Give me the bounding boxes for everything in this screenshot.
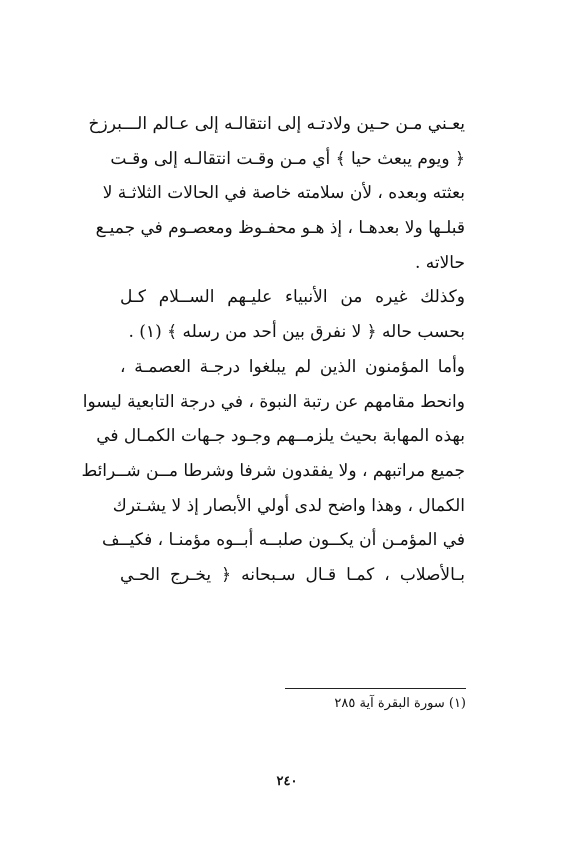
text-line: بحسب حاله ﴿ لا نفرق بين أحد من رسله ﴾ (١) . <box>128 322 465 343</box>
text-line: وأما المؤمنون الذين لم يبلغوا درجـة العصمـة ، <box>120 356 465 377</box>
footnote: (١) سورة البقرة آية ٢٨٥ <box>334 696 466 711</box>
text-line: قبلـها ولا بعدهـا ، إذ هـو محفـوظ ومعصـوم في جميـع <box>95 218 465 239</box>
main-text-block <box>81 107 465 593</box>
page-number: ٢٤٠ <box>276 774 298 789</box>
text-line: وكذلك غيره من الأنبياء عليـهم الســلام كـل <box>120 287 465 308</box>
text-line: بعثته وبعده ، لأن سلامته خاصة في الحالات الثلاثـة لا <box>102 183 465 204</box>
text-line: ﴿ ويوم يبعث حيا ﴾ أي مـن وقـت انتقالـه إلى وقـت <box>110 148 465 169</box>
text-line: جميع مراتبهم ، ولا يفقدون شرفا وشرطا مــن شــرائط <box>81 460 465 481</box>
text-line: بـالأصلاب ، كمـا قـال سـبحانه ﴿ يخـرج الحـي <box>120 564 465 585</box>
text-line: حالاته . <box>414 252 465 273</box>
text-line: يعـني مـن حـين ولادتـه إلى انتقالـه إلى عـالم الـــبرزخ <box>88 114 465 134</box>
text-line: الكمال ، وهذا واضح لدى أولي الأبصار إذ لا يشـترك <box>112 495 465 516</box>
text-line: في المؤمـن أن يكــون صلبــه أبــوه مؤمنـا ، فكيــف <box>102 530 465 551</box>
text-line: وانحط مقامهم عن رتبة النبوة ، في درجة التابعية ليسوا <box>82 391 465 412</box>
text-line: بهذه المهابة بحيث يلزمــهم وجـود جـهات الكمـال في <box>96 426 465 447</box>
footnote-separator <box>285 688 466 689</box>
